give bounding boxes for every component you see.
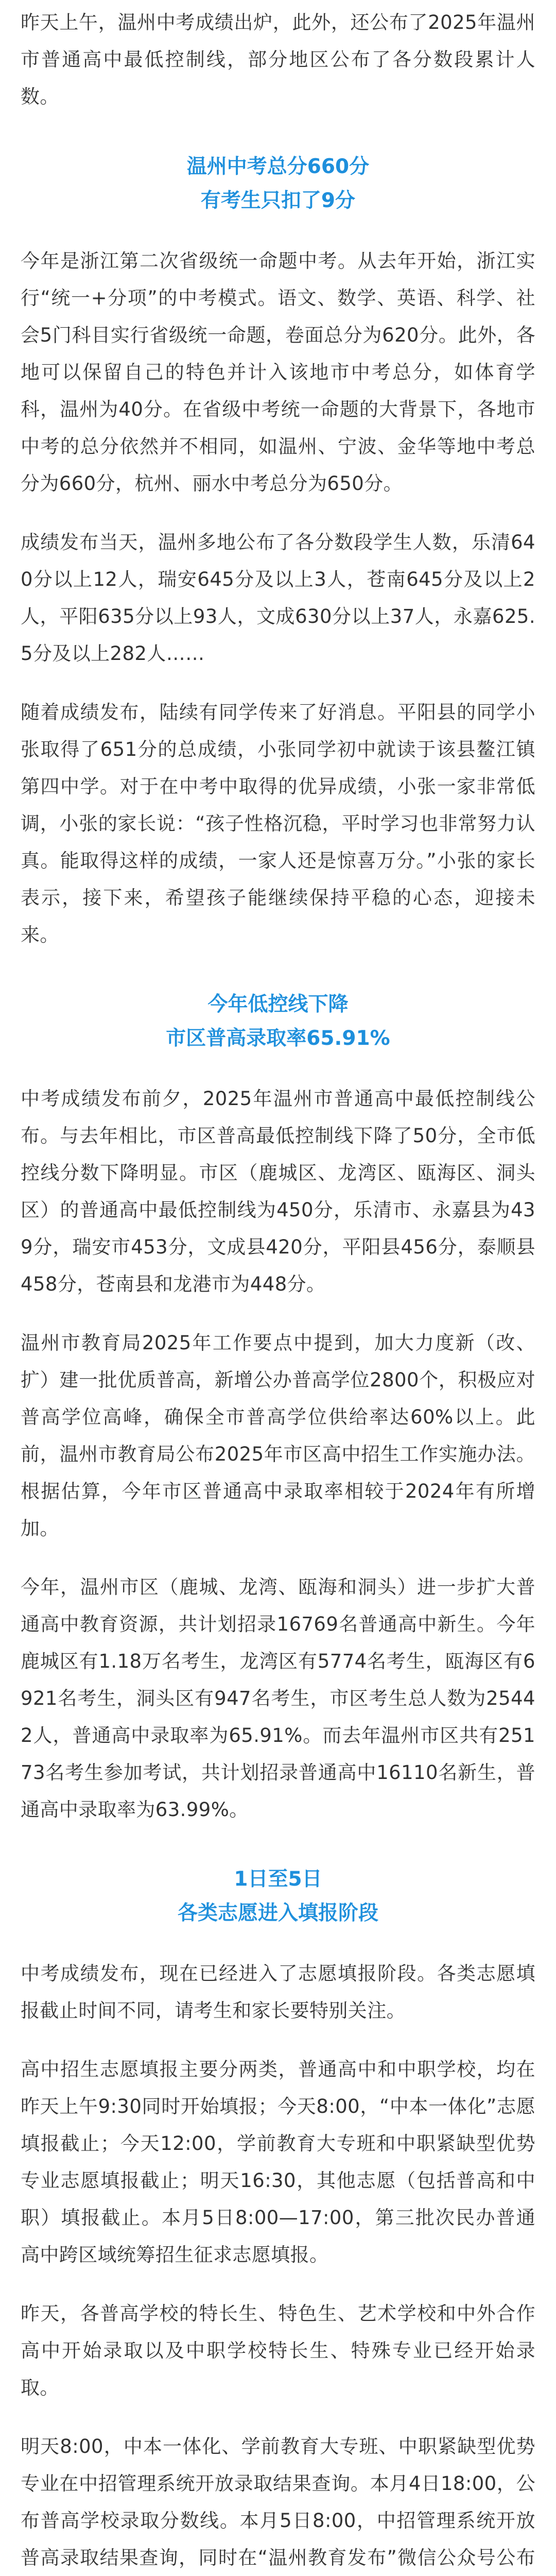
section-heading-application-line2: 各类志愿进入填报阶段: [177, 1902, 378, 1925]
section-heading-score-line1: 温州中考总分660分: [186, 155, 370, 178]
paragraph-good-news: 随着成绩发布，陆续有同学传来了好消息。平阳县的同学小张取得了651分的总成绩，小张同学初中就读于该县鳌江镇第四中学。对于在中考中取得的优异成绩，小张一家非常低调，小张的家长说：“孩子性格沉稳，平时学习也非常努力认真。能取得这样的成绩，一家人还是惊喜万分。”小张的家长表示，接下来，希望孩子能继续保持平稳的心态，迎接未来。: [21, 701, 535, 946]
paragraph-special-admission: 昨天，各普高学校的特长生、特色生、艺术学校和中外合作高中开始录取以及中职学校特长生、特殊专业已经开始录取。: [21, 2302, 535, 2399]
paragraph-education-plan: 温州市教育局2025年工作要点中提到，加大力度新（改、扩）建一批优质普高，新增公办普高学位2800个，积极应对普高学位高峰，确保全市普高学位供给率达60%以上。此前，温州市教育局公布2025年市区高中招生工作实施办法。根据估算，今年市区普通高中录取率相较于2024年有所增加。: [21, 1332, 535, 1539]
paragraph-score-distribution: 成绩发布当天，温州多地公布了各分数段学生人数，乐清640分以上12人，瑞安645分及以上3人，苍南645分及以上2人，平阳635分以上93人，文成630分以上37人，永嘉625.5分及以上282人……: [21, 531, 535, 665]
paragraph-exam-mode: 今年是浙江第二次省级统一命题中考。从去年开始，浙江实行“统一+分项”的中考模式。语文、数学、英语、科学、社会5门科目实行省级统一命题，卷面总分为620分。此外，各地可以保留自己的特色并计入该地市中考总分，如体育学科，温州为40分。在省级中考统一命题的大背景下，各地市中考的总分依然并不相同，如温州、宁波、金华等地中考总分为660分，杭州、丽水中考总分为650分。: [21, 250, 535, 495]
intro-paragraph: 昨天上午，温州中考成绩出炉，此外，还公布了2025年温州市普通高中最低控制线，部分地区公布了各分数段累计人数。: [21, 11, 535, 108]
section-heading-cutoff-line2: 市区普高录取率65.91%: [166, 1027, 390, 1050]
section-heading-cutoff-line1: 今年低控线下降: [207, 993, 349, 1016]
section-heading-application: [21, 1862, 535, 1930]
section-heading-cutoff: [21, 988, 535, 1056]
paragraph-cutoff-lines: 中考成绩发布前夕，2025年温州市普通高中最低控制线公布。与去年相比，市区普高最低控制线下降了50分，全市低控线分数下降明显。市区（鹿城区、龙湾区、瓯海区、洞头区）的普通高中最低控制线为450分，乐清市、永嘉县为439分，瑞安市453分，文成县420分，平阳县456分，泰顺县458分，苍南县和龙港市为448分。: [21, 1088, 535, 1295]
paragraph-application-schedule: 高中招生志愿填报主要分两类，普通高中和中职学校，均在昨天上午9:30同时开始填报；今天8:00，“中本一体化”志愿填报截止；今天12:00，学前教育大专班和中职紧缺型优势专业志愿填报截止；明天16:30，其他志愿（包括普高和中职）填报截止。本月5日8:00—17:00，第三批次民办普通高中跨区域统筹招生征求志愿填报。: [21, 2058, 535, 2266]
paragraph-result-query: 明天8:00，中本一体化、学前教育大专班、中职紧缺型优势专业在中招管理系统开放录取结果查询。本月4日18:00，公布普高学校录取分数线。本月5日8:00，中招管理系统开放普高录取结果查询，同时在“温州教育发布”微信公众号公布: [21, 2435, 535, 2569]
section-heading-score-line2: 有考生只扣了9分: [200, 189, 356, 212]
paragraph-admission-rate: 今年，温州市区（鹿城、龙湾、瓯海和洞头）进一步扩大普通高中教育资源，共计划招录16769名普通高中新生。今年鹿城区有1.18万名考生，龙湾区有5774名考生，瓯海区有6921名考生，洞头区有947名考生，市区考生总人数为25442人，普通高中录取率为65.91%。而去年温州市区共有25173名考生参加考试，共计划招录普通高中16110名新生，普通高中录取率为63.99%。: [21, 1576, 535, 1821]
section-heading-application-line1: 1日至5日: [234, 1868, 322, 1891]
paragraph-application-stage: 中考成绩发布，现在已经进入了志愿填报阶段。各类志愿填报截止时间不同，请考生和家长要特别关注。: [21, 1962, 535, 2022]
section-heading-score: [21, 150, 535, 218]
